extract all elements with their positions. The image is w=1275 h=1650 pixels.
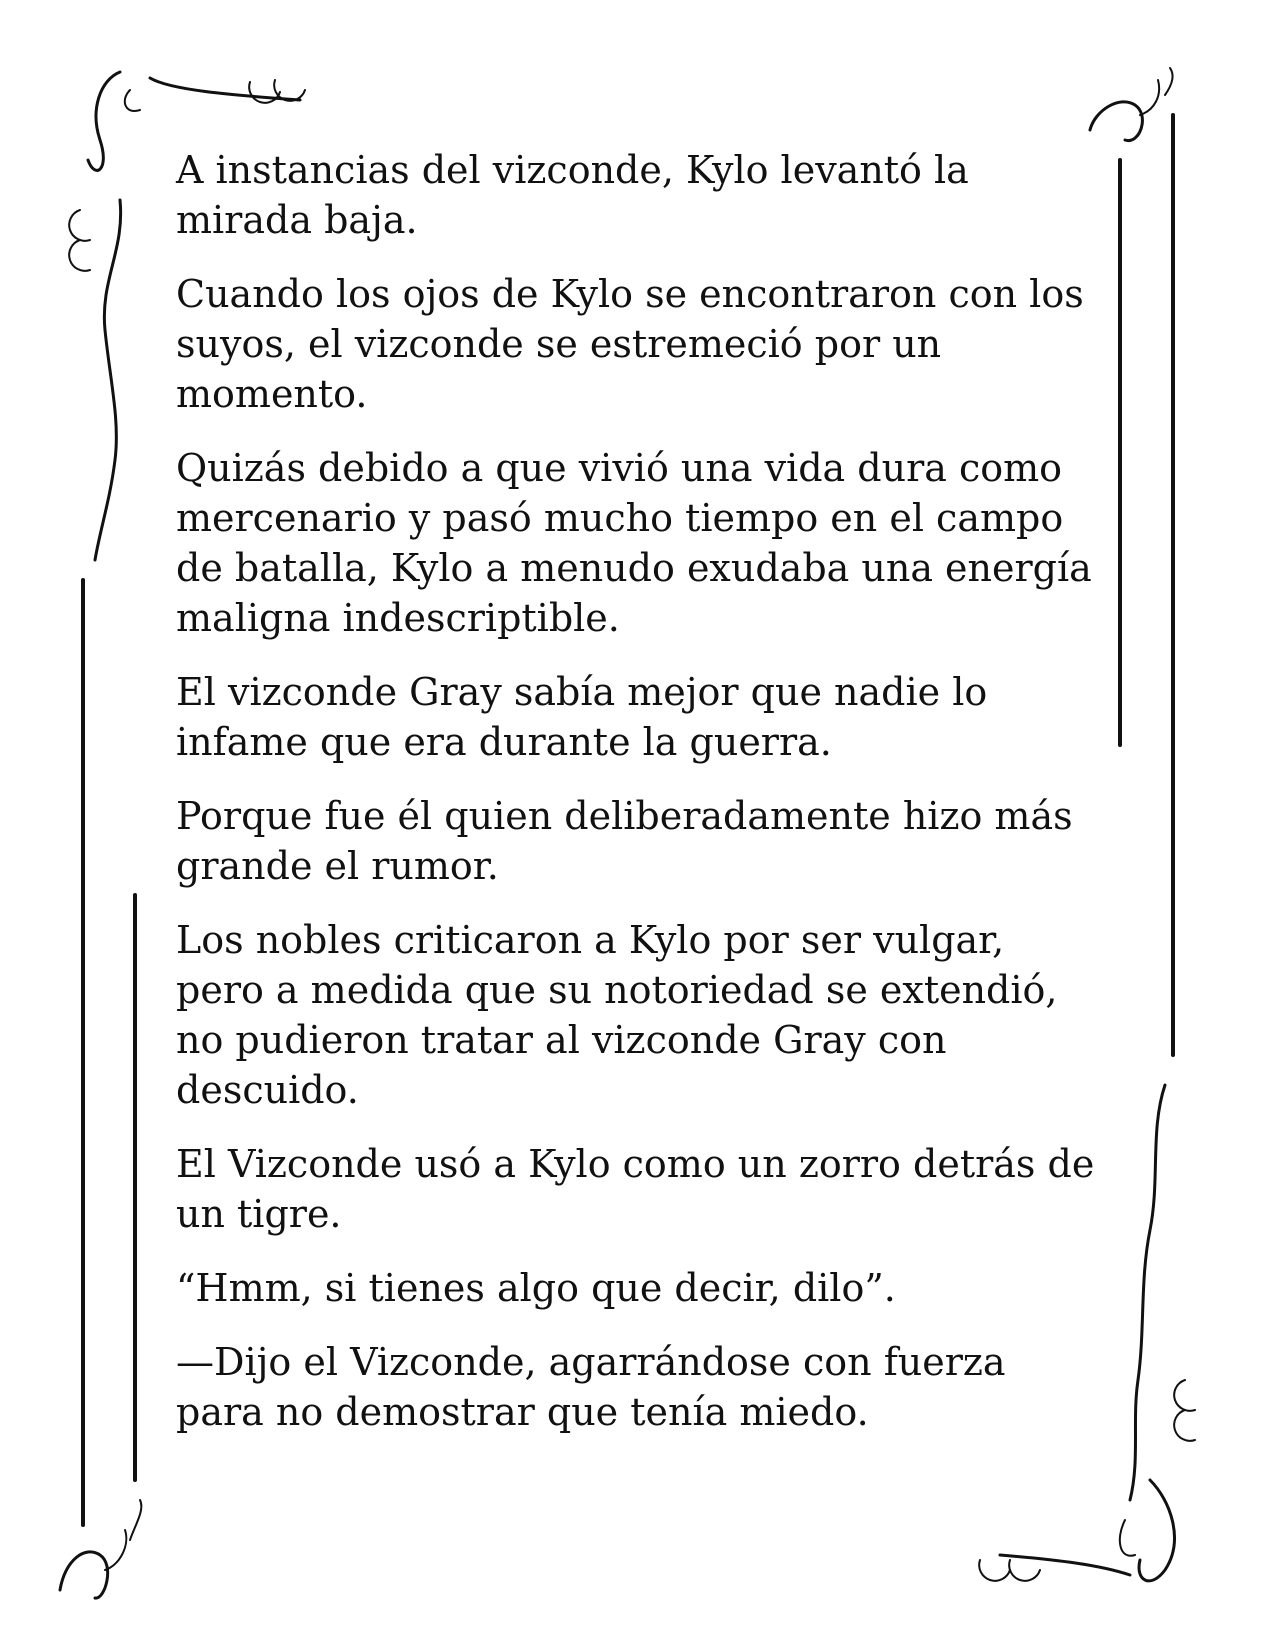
paragraph: Los nobles criticaron a Kylo por ser vulgar, pero a medida que su notoriedad se extendió, no pudieron tratar al vizconde Gray con descuido. — [176, 918, 1058, 1112]
paragraph: Porque fue él quien deliberadamente hizo más grande el rumor. — [176, 794, 1073, 888]
paragraph: El vizconde Gray sabía mejor que nadie lo infame que era durante la guerra. — [176, 670, 988, 764]
flourish-top-right — [1090, 68, 1172, 141]
flourish-bottom-left — [60, 1500, 141, 1598]
paragraph: “Hmm, si tienes algo que decir, dilo”. — [176, 1266, 896, 1310]
page-body — [176, 145, 1106, 1461]
paragraph: —Dijo el Vizconde, agarrándose con fuerza para no demostrar que tenía miedo. — [176, 1340, 1006, 1434]
paragraph: El Vizconde usó a Kylo como un zorro detrás de un tigre. — [176, 1142, 1095, 1236]
paragraph: A instancias del vizconde, Kylo levantó la mirada baja. — [176, 148, 969, 242]
paragraph: Cuando los ojos de Kylo se encontraron con los suyos, el vizconde se estremeció por un momento. — [176, 272, 1084, 416]
paragraph: Quizás debido a que vivió una vida dura como mercenario y pasó mucho tiempo en el campo de batalla, Kylo a menudo exudaba una energía maligna indescriptible. — [176, 446, 1092, 640]
